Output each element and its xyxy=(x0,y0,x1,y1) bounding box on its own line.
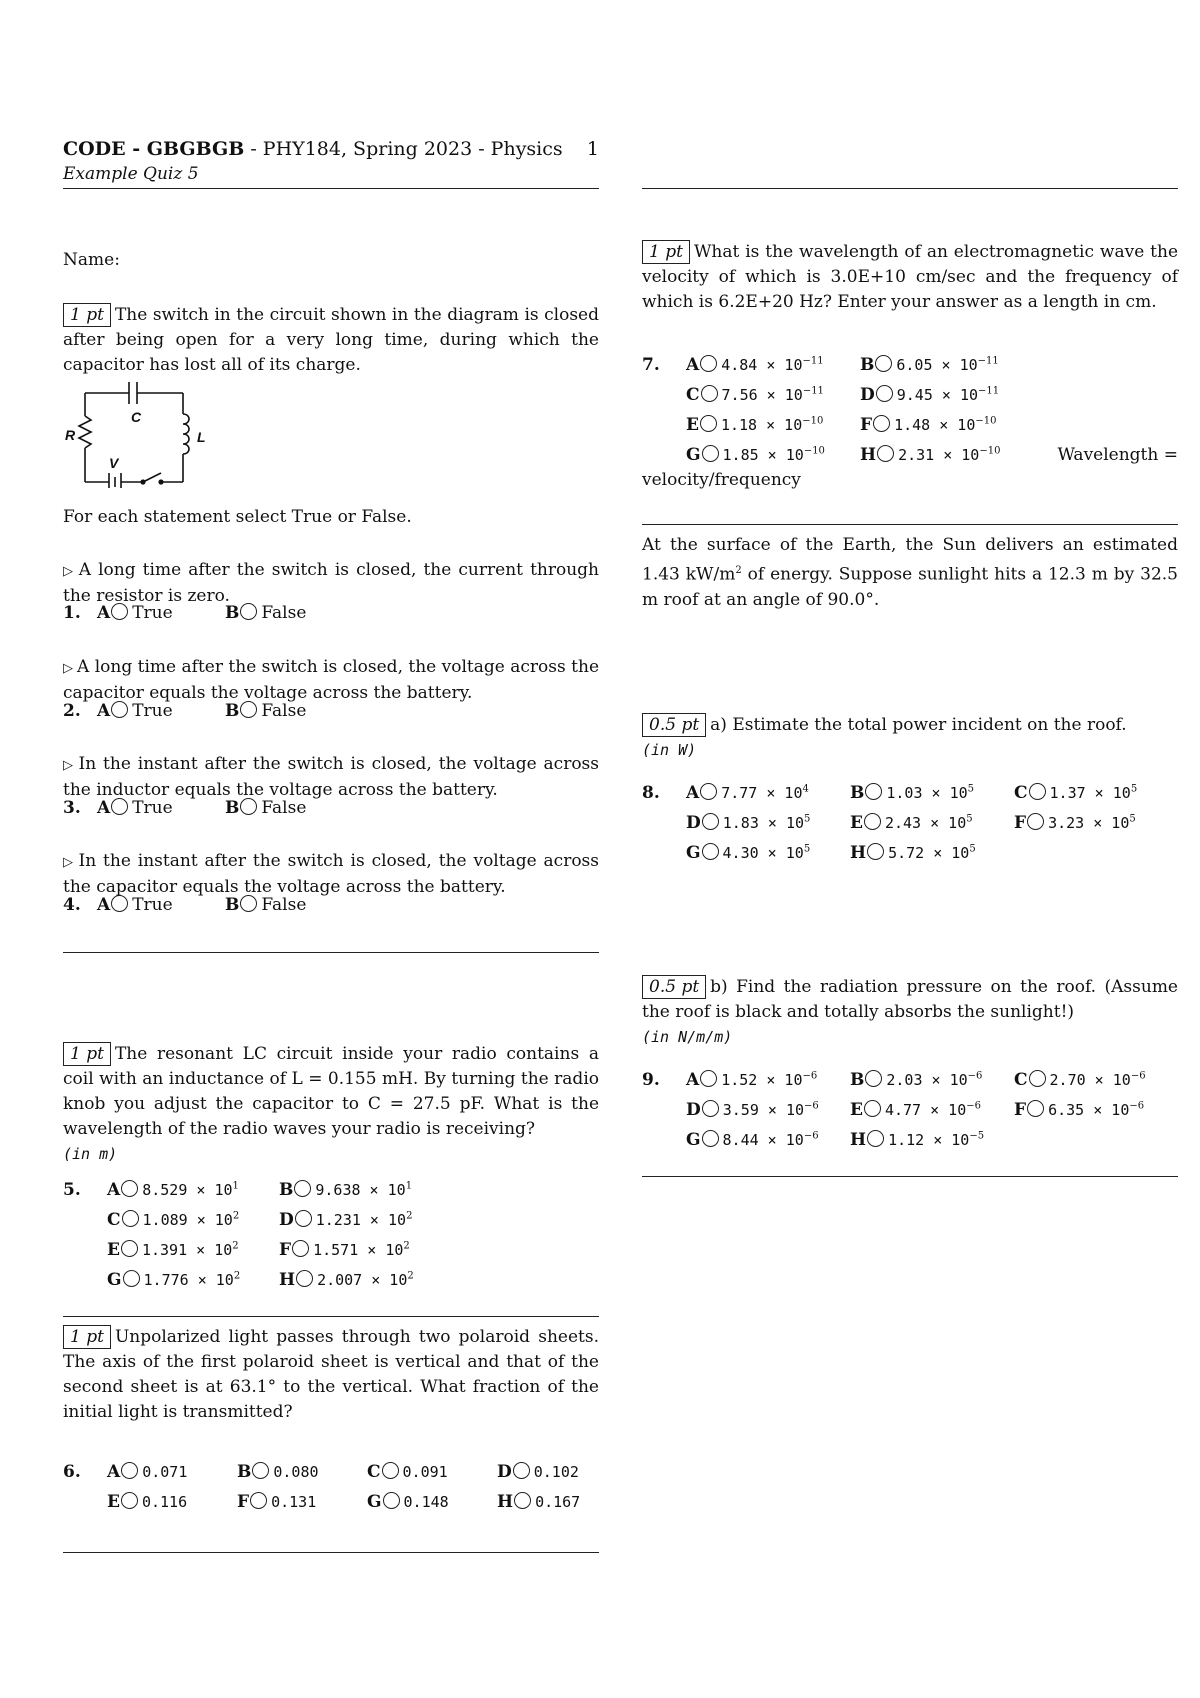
option-exponent: 2 xyxy=(232,1240,239,1252)
radio-circle-icon[interactable] xyxy=(111,798,128,815)
section-rule xyxy=(642,524,1178,525)
question-5-text xyxy=(63,1042,599,1167)
option-exponent: −10 xyxy=(979,445,1001,457)
option-value: 4.77 × 10 xyxy=(884,1101,967,1119)
option-exponent: 1 xyxy=(232,1180,239,1192)
radio-circle-icon[interactable] xyxy=(514,1492,531,1509)
section-rule xyxy=(63,1552,599,1553)
radio-circle-icon[interactable] xyxy=(1027,813,1044,830)
option-exponent: 5 xyxy=(1129,813,1136,825)
radio-circle-icon[interactable] xyxy=(513,1462,530,1479)
radio-circle-icon[interactable] xyxy=(122,1210,139,1227)
triangle-bullet-icon: ▷ xyxy=(63,564,75,579)
radio-circle-icon[interactable] xyxy=(111,895,128,912)
tf-statement-3 xyxy=(63,752,599,803)
radio-circle-icon[interactable] xyxy=(702,1100,719,1117)
option-e[interactable]: E $2.43 \times 10^5$ xyxy=(850,813,973,833)
radio-circle-icon[interactable] xyxy=(867,1130,884,1147)
points-box: 1 pt xyxy=(63,303,111,327)
option-label: False xyxy=(261,895,307,915)
option-value: 2.007 × 10 xyxy=(317,1271,408,1289)
option-label: True xyxy=(132,701,173,721)
option-value: 3.23 × 10 xyxy=(1048,814,1130,832)
question-text: What is the wavelength of an electromagnetic wave the velocity of which is 3.0E+10 cm/sec and the frequency of which is 6.2E+20 Hz? Enter your answer as a length in cm. xyxy=(642,242,1178,312)
label-r: R xyxy=(65,427,76,443)
radio-circle-icon[interactable] xyxy=(296,1270,313,1287)
intro-text: of energy. Suppose sunlight hits a 12.3 m by 32.5 m roof at an angle of 90.0°. xyxy=(642,564,1178,610)
option-value: 1.48 × 10 xyxy=(894,416,976,434)
quiz-code: CODE - GBGBGB xyxy=(63,138,245,160)
header-rule xyxy=(63,188,599,189)
points-box: 0.5 pt xyxy=(642,975,706,999)
option-f[interactable]: F $1.571 \times 10^2$ xyxy=(279,1240,410,1260)
question-text: Unpolarized light passes through two polaroid sheets. The axis of the first polaroid sheet is vertical and that of the second sheet is at 63.1° to the vertical. What fraction of the initial light is transmitted? xyxy=(63,1327,599,1422)
question-text: a) Estimate the total power incident on the roof. xyxy=(710,715,1127,735)
option-value: 4.84 × 10 xyxy=(721,356,803,374)
radio-circle-icon[interactable] xyxy=(1029,1070,1046,1087)
question-number: 9. xyxy=(642,1070,660,1090)
statement-text: A long time after the switch is closed, the voltage across the capacitor equals the voltage across the battery. xyxy=(63,657,600,703)
option-a[interactable]: A 0.071 xyxy=(107,1462,188,1482)
radio-circle-icon[interactable] xyxy=(1029,783,1046,800)
section-rule xyxy=(63,1316,599,1317)
option-true[interactable]: A True xyxy=(97,798,173,818)
triangle-bullet-icon: ▷ xyxy=(63,855,75,870)
option-f[interactable]: F $1.48 \times 10^{-10}$ xyxy=(860,415,997,435)
statement-text: A long time after the switch is closed, the current through the resistor is zero. xyxy=(63,560,599,606)
option-false[interactable]: B False xyxy=(225,701,307,721)
option-value: 1.18 × 10 xyxy=(720,416,803,434)
option-label: True xyxy=(132,603,173,623)
option-true[interactable]: A True xyxy=(97,895,173,915)
intro-text: At the surface of the Earth, the Sun delivers an estimated 1.43 kW/m xyxy=(642,535,1178,585)
option-e[interactable]: E $4.77 \times 10^{-6}$ xyxy=(850,1100,981,1120)
option-value: 1.85 × 10 xyxy=(722,446,804,464)
option-exponent: 5 xyxy=(966,813,973,825)
option-label: False xyxy=(261,798,307,818)
option-value: 8.44 × 10 xyxy=(722,1131,804,1149)
option-value: 0.116 xyxy=(141,1493,188,1511)
question-number: 5. xyxy=(63,1180,81,1200)
radio-circle-icon[interactable] xyxy=(240,798,257,815)
radio-circle-icon[interactable] xyxy=(873,415,890,432)
option-e[interactable]: E 0.116 xyxy=(107,1492,188,1512)
option-value: 1.571 × 10 xyxy=(313,1241,404,1259)
triangle-bullet-icon: ▷ xyxy=(63,758,75,773)
option-exponent: −6 xyxy=(1129,1100,1145,1112)
option-value: 0.148 xyxy=(403,1493,449,1511)
option-exponent: −6 xyxy=(1130,1070,1146,1082)
option-exponent: 2 xyxy=(407,1270,414,1282)
radio-circle-icon[interactable] xyxy=(111,603,128,620)
tf-statement-4 xyxy=(63,849,599,900)
radio-circle-icon[interactable] xyxy=(702,813,719,830)
option-a[interactable]: A $8.529 \times 10^1$ xyxy=(107,1180,239,1200)
option-e[interactable]: E $1.391 \times 10^2$ xyxy=(107,1240,239,1260)
tf-instruction: For each statement select True or False. xyxy=(63,507,412,527)
option-value: 0.102 xyxy=(533,1463,579,1481)
points-box: 1 pt xyxy=(63,1042,111,1066)
tf-answers-3 xyxy=(63,798,599,822)
question-8-text xyxy=(642,713,1178,763)
option-exponent: 2 xyxy=(233,1270,241,1282)
option-g[interactable]: G $8.44 \times 10^{-6}$ xyxy=(686,1130,819,1150)
option-exponent: 1 xyxy=(405,1180,413,1192)
radio-circle-icon[interactable] xyxy=(875,355,892,372)
radio-circle-icon[interactable] xyxy=(383,1492,400,1509)
radio-circle-icon[interactable] xyxy=(121,1492,138,1509)
option-value: 1.83 × 10 xyxy=(722,814,805,832)
option-value: 0.091 xyxy=(402,1463,448,1481)
option-exponent: −10 xyxy=(975,415,997,427)
option-value: 3.59 × 10 xyxy=(722,1101,805,1119)
tf-statement-2 xyxy=(63,655,599,706)
tf-answers-4 xyxy=(63,895,599,919)
option-value: 1.52 × 10 xyxy=(721,1071,803,1089)
radio-circle-icon[interactable] xyxy=(252,1462,269,1479)
option-exponent: 5 xyxy=(967,783,975,795)
option-exponent: 4 xyxy=(802,783,809,795)
option-f[interactable]: F $3.23 \times 10^5$ xyxy=(1014,813,1136,833)
triangle-bullet-icon: ▷ xyxy=(63,661,74,676)
radio-circle-icon[interactable] xyxy=(240,701,257,718)
option-value: 2.03 × 10 xyxy=(886,1071,968,1089)
question-text: b) Find the radiation pressure on the roof. (Assume the roof is black and totally absorbs the sunlight!) xyxy=(642,977,1178,1022)
header-rule xyxy=(642,188,1178,189)
radio-circle-icon[interactable] xyxy=(865,783,882,800)
option-d[interactable]: D $9.45 \times 10^{-11}$ xyxy=(860,385,1000,405)
option-label: True xyxy=(132,895,173,915)
radio-circle-icon[interactable] xyxy=(123,1270,140,1287)
page-header xyxy=(63,138,599,160)
radio-circle-icon[interactable] xyxy=(865,1070,882,1087)
option-value: 0.131 xyxy=(271,1493,317,1511)
option-value: 1.03 × 10 xyxy=(886,784,968,802)
radio-circle-icon[interactable] xyxy=(700,1070,717,1087)
question-7-options xyxy=(642,355,1178,475)
question-9-options xyxy=(642,1070,1178,1160)
option-g[interactable]: G $4.30 \times 10^5$ xyxy=(686,843,811,863)
tf-answers-1 xyxy=(63,603,599,627)
question-number: 1. xyxy=(63,603,81,623)
radio-circle-icon[interactable] xyxy=(700,415,717,432)
option-exponent: −6 xyxy=(803,1130,819,1142)
sunlight-intro xyxy=(642,533,1178,613)
tf-intro-text: The switch in the circuit shown in the diagram is closed after being open for a very long time, during which the capacitor has lost all of its charge. xyxy=(63,305,599,375)
question-text: The resonant LC circuit inside your radio contains a coil with an inductance of L = 0.155 mH. By turning the radio knob you adjust the capacitor to C = 27.5 pF. What is the wavelength of the radio waves your radio is receiving? xyxy=(63,1044,599,1139)
radio-circle-icon[interactable] xyxy=(702,843,719,860)
option-d[interactable]: D $3.59 \times 10^{-6}$ xyxy=(686,1100,819,1120)
option-c[interactable]: C $1.37 \times 10^5$ xyxy=(1014,783,1138,803)
option-false[interactable]: B False xyxy=(225,603,307,623)
points-box: 0.5 pt xyxy=(642,713,706,737)
option-h[interactable]: H $5.72 \times 10^5$ xyxy=(850,843,976,863)
option-exponent: 2 xyxy=(406,1210,413,1222)
radio-circle-icon[interactable] xyxy=(382,1462,399,1479)
quiz-subtitle: Example Quiz 5 xyxy=(63,164,199,184)
option-d[interactable]: D 0.102 xyxy=(497,1462,579,1482)
option-d[interactable]: D $1.231 \times 10^2$ xyxy=(279,1210,413,1230)
option-value: 1.391 × 10 xyxy=(141,1241,233,1259)
points-box: 1 pt xyxy=(63,1325,111,1349)
option-exponent: −11 xyxy=(802,355,824,367)
option-f[interactable]: F 0.131 xyxy=(237,1492,317,1512)
tf-intro xyxy=(63,303,599,378)
radio-circle-icon[interactable] xyxy=(240,603,257,620)
question-number: 4. xyxy=(63,895,81,915)
radio-circle-icon[interactable] xyxy=(702,1130,719,1147)
unit-hint: (in m) xyxy=(63,1145,118,1163)
option-false[interactable]: B False xyxy=(225,895,307,915)
unit-hint: (in N/m/m) xyxy=(642,1028,733,1046)
option-value: 4.30 × 10 xyxy=(722,844,804,862)
option-value: 1.231 × 10 xyxy=(315,1211,407,1229)
option-e[interactable]: E $1.18 \times 10^{-10}$ xyxy=(686,415,824,435)
option-exponent: −11 xyxy=(977,355,999,367)
section-rule xyxy=(63,952,599,953)
option-value: 2.43 × 10 xyxy=(884,814,967,832)
hint-text-continued: velocity/frequency xyxy=(642,470,801,490)
points-box: 1 pt xyxy=(642,240,690,264)
label-c: C xyxy=(131,409,142,425)
question-6-text xyxy=(63,1325,599,1425)
option-exponent: −10 xyxy=(803,445,825,457)
unit-hint: (in W) xyxy=(642,741,697,759)
statement-text: In the instant after the switch is closed, the voltage across the inductor equals the voltage across the battery. xyxy=(63,754,600,800)
option-b[interactable]: B $9.638 \times 10^1$ xyxy=(279,1180,413,1200)
option-c[interactable]: C 0.091 xyxy=(367,1462,448,1482)
option-g[interactable]: G $1.85 \times 10^{-10}$ xyxy=(686,445,825,465)
option-g[interactable]: G $1.776 \times 10^2$ xyxy=(107,1270,241,1290)
question-9-text xyxy=(642,975,1178,1050)
statement-text: In the instant after the switch is closed, the voltage across the capacitor equals the voltage across the battery. xyxy=(63,851,600,897)
question-5-options xyxy=(63,1180,599,1300)
radio-circle-icon[interactable] xyxy=(867,843,884,860)
radio-circle-icon[interactable] xyxy=(295,1210,312,1227)
page-number: 1 xyxy=(586,138,599,160)
option-b[interactable]: B $6.05 \times 10^{-11}$ xyxy=(860,355,999,375)
option-a[interactable]: A $7.77 \times 10^4$ xyxy=(686,783,809,803)
option-b[interactable]: B $2.03 \times 10^{-6}$ xyxy=(850,1070,983,1090)
option-c[interactable]: C $2.70 \times 10^{-6}$ xyxy=(1014,1070,1146,1090)
option-value: 2.31 × 10 xyxy=(898,446,980,464)
option-label: True xyxy=(132,798,173,818)
radio-circle-icon[interactable] xyxy=(121,1240,138,1257)
option-value: 8.529 × 10 xyxy=(142,1181,233,1199)
option-c[interactable]: C $7.56 \times 10^{-11}$ xyxy=(686,385,824,405)
option-g[interactable]: G 0.148 xyxy=(367,1492,449,1512)
option-exponent: −11 xyxy=(802,385,824,397)
intro-superscript: 2 xyxy=(735,565,742,576)
rlc-circuit-diagram xyxy=(63,378,213,488)
option-value: 9.45 × 10 xyxy=(896,386,979,404)
radio-circle-icon[interactable] xyxy=(240,895,257,912)
option-value: 0.071 xyxy=(142,1463,188,1481)
option-h[interactable]: H $2.007 \times 10^2$ xyxy=(279,1270,414,1290)
question-number: 3. xyxy=(63,798,81,818)
option-h[interactable]: H $2.31 \times 10^{-10}$ xyxy=(860,445,1001,465)
tf-answers-2 xyxy=(63,701,599,725)
option-value: 1.089 × 10 xyxy=(142,1211,233,1229)
option-exponent: 5 xyxy=(804,813,811,825)
option-value: 0.080 xyxy=(273,1463,319,1481)
option-exponent: 5 xyxy=(803,843,811,855)
option-c[interactable]: C $1.089 \times 10^2$ xyxy=(107,1210,240,1230)
option-false[interactable]: B False xyxy=(225,798,307,818)
option-exponent: −6 xyxy=(967,1070,983,1082)
question-number: 6. xyxy=(63,1462,81,1482)
option-value: 6.05 × 10 xyxy=(896,356,978,374)
option-value: 0.167 xyxy=(535,1493,581,1511)
option-true[interactable]: A True xyxy=(97,603,173,623)
label-l: L xyxy=(197,429,206,445)
option-label: False xyxy=(261,701,307,721)
radio-circle-icon[interactable] xyxy=(294,1180,311,1197)
hint-text: Wavelength = xyxy=(1057,445,1178,465)
radio-circle-icon[interactable] xyxy=(700,355,717,372)
radio-circle-icon[interactable] xyxy=(876,385,893,402)
question-number: 8. xyxy=(642,783,660,803)
option-value: 9.638 × 10 xyxy=(315,1181,406,1199)
option-exponent: −6 xyxy=(802,1070,818,1082)
option-a[interactable]: A $4.84 \times 10^{-11}$ xyxy=(686,355,824,375)
option-value: 6.35 × 10 xyxy=(1048,1101,1130,1119)
question-number: 2. xyxy=(63,701,81,721)
question-7-text xyxy=(642,240,1178,315)
radio-circle-icon[interactable] xyxy=(877,445,894,462)
label-v: V xyxy=(109,455,119,471)
option-d[interactable]: D $1.83 \times 10^5$ xyxy=(686,813,811,833)
option-exponent: −6 xyxy=(804,1100,819,1112)
option-exponent: −11 xyxy=(978,385,1000,397)
option-true[interactable]: A True xyxy=(97,701,173,721)
section-rule xyxy=(642,1176,1178,1177)
radio-circle-icon[interactable] xyxy=(121,1180,138,1197)
option-exponent: −5 xyxy=(969,1130,985,1142)
radio-circle-icon[interactable] xyxy=(111,701,128,718)
option-h[interactable]: H 0.167 xyxy=(497,1492,581,1512)
radio-circle-icon[interactable] xyxy=(1027,1100,1044,1117)
option-exponent: 5 xyxy=(1130,783,1138,795)
option-h[interactable]: H $1.12 \times 10^{-5}$ xyxy=(850,1130,985,1150)
radio-circle-icon[interactable] xyxy=(864,1100,881,1117)
option-value: 7.77 × 10 xyxy=(721,784,803,802)
option-exponent: 2 xyxy=(232,1210,240,1222)
option-value: 1.37 × 10 xyxy=(1049,784,1131,802)
option-value: 1.12 × 10 xyxy=(888,1131,970,1149)
radio-circle-icon[interactable] xyxy=(121,1462,138,1479)
radio-circle-icon[interactable] xyxy=(700,783,717,800)
option-a[interactable]: A $1.52 \times 10^{-6}$ xyxy=(686,1070,818,1090)
option-value: 2.70 × 10 xyxy=(1049,1071,1131,1089)
radio-circle-icon[interactable] xyxy=(702,445,719,462)
radio-circle-icon[interactable] xyxy=(701,385,718,402)
option-value: 7.56 × 10 xyxy=(721,386,803,404)
option-value: 5.72 × 10 xyxy=(888,844,970,862)
name-label: Name: xyxy=(63,250,120,270)
option-f[interactable]: F $6.35 \times 10^{-6}$ xyxy=(1014,1100,1145,1120)
question-number: 7. xyxy=(642,355,660,375)
option-b[interactable]: B $1.03 \times 10^5$ xyxy=(850,783,975,803)
option-exponent: 5 xyxy=(969,843,976,855)
question-6-options xyxy=(63,1462,599,1522)
option-exponent: −10 xyxy=(802,415,824,427)
option-b[interactable]: B 0.080 xyxy=(237,1462,319,1482)
option-exponent: 2 xyxy=(403,1240,410,1252)
option-exponent: −6 xyxy=(966,1100,981,1112)
option-label: False xyxy=(261,603,307,623)
course-title: - PHY184, Spring 2023 - Physics xyxy=(244,138,563,160)
tf-statement-1 xyxy=(63,558,599,609)
radio-circle-icon[interactable] xyxy=(864,813,881,830)
radio-circle-icon[interactable] xyxy=(250,1492,267,1509)
option-value: 1.776 × 10 xyxy=(143,1271,234,1289)
radio-circle-icon[interactable] xyxy=(292,1240,309,1257)
question-8-options xyxy=(642,783,1178,873)
